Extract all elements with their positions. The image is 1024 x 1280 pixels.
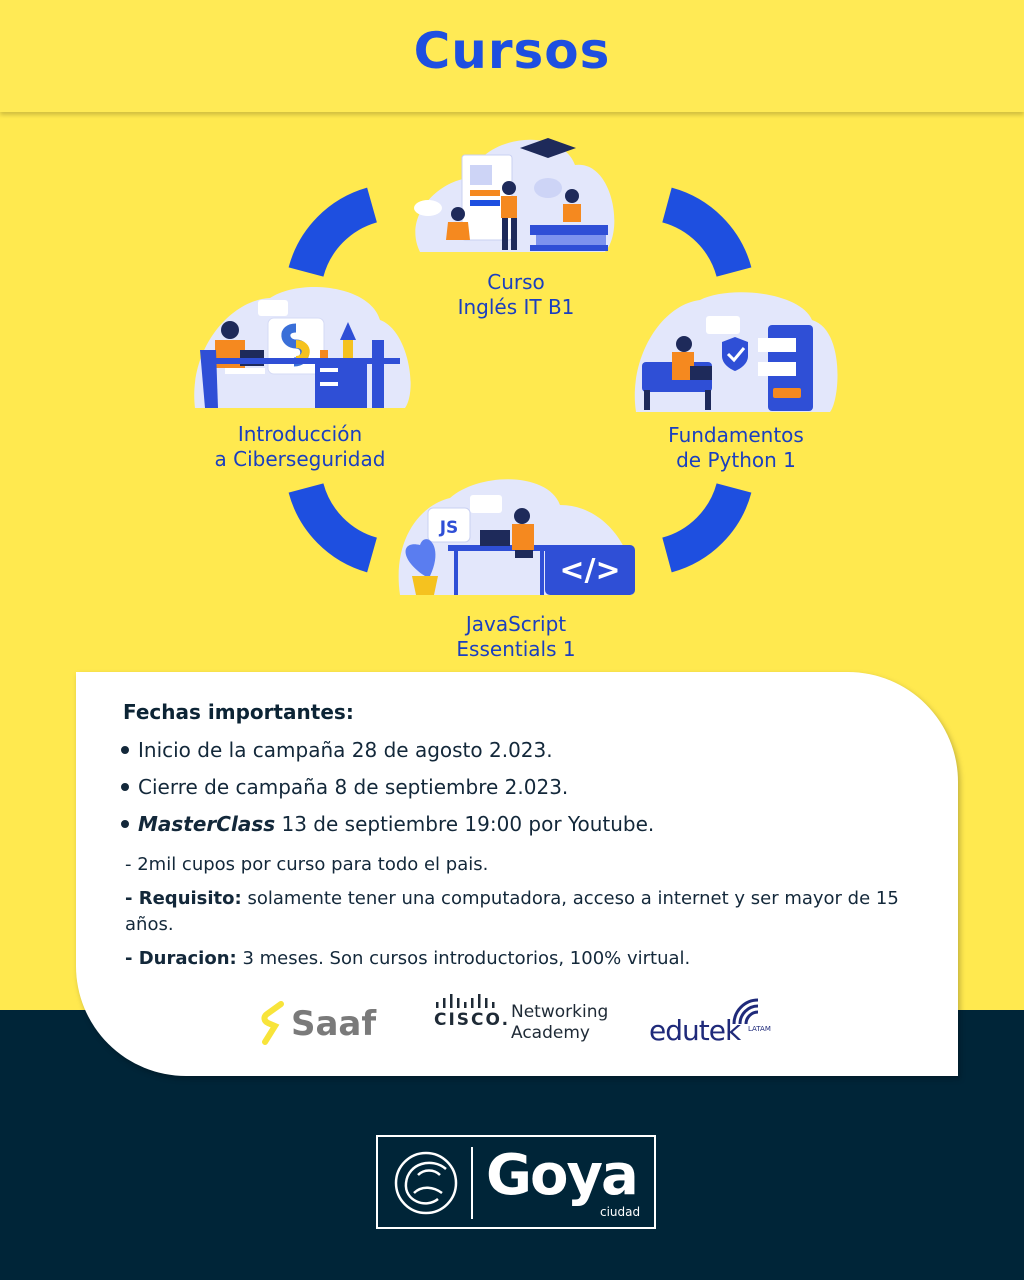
bullet-dot (121, 746, 129, 754)
note-duration: - Duracion: 3 meses. Son cursos introductorios, 100% virtual. (125, 948, 691, 969)
cisco-bars-icon (434, 994, 504, 1010)
bullet-dot (121, 820, 129, 828)
note-requirement: - Requisito: solamente tener una computadora, acceso a internet y ser mayor de 15 años. (125, 888, 899, 935)
arc-top-right (667, 205, 734, 272)
course-label-python: Fundamentos de Python 1 (668, 423, 804, 472)
code-tag-glyph: </> (559, 553, 621, 588)
arc-top-left (306, 205, 372, 272)
goya-logo-text: Goya (486, 1143, 637, 1208)
dates-heading: Fechas importantes: (123, 700, 354, 724)
header-band (0, 0, 1024, 112)
cisco-logo-text: CISCO. (434, 1010, 511, 1030)
course-label-english: Curso Inglés IT B1 (457, 270, 575, 319)
edutek-logo-text: edutek (649, 1014, 741, 1047)
goya-logo (376, 1135, 656, 1229)
english-course-illustration (414, 138, 614, 252)
goya-emblem-icon (392, 1149, 460, 1217)
course-label-javascript: JavaScript Essentials 1 (456, 612, 576, 661)
bullet-dot (121, 783, 129, 791)
saaf-logo-text: Saaf (291, 1004, 377, 1044)
edutek-latam-text: LATAM (748, 1025, 771, 1033)
course-label-cybersecurity: Introducción a Ciberseguridad (214, 422, 386, 471)
dates-list (121, 736, 654, 847)
courses-diagram (0, 112, 1024, 672)
date-item-close: Cierre de campaña 8 de septiembre 2.023. (121, 773, 654, 810)
js-badge: JS (439, 518, 459, 538)
notes-block (125, 852, 925, 980)
python-illustration (635, 292, 838, 412)
info-card (76, 672, 958, 1076)
goya-divider (471, 1147, 473, 1219)
page-title: Cursos (413, 22, 611, 80)
date-item-masterclass: MasterClass 13 de septiembre 19:00 por Youtube. (121, 810, 654, 847)
saaf-s-icon (261, 1000, 287, 1046)
arc-bottom-left (306, 488, 372, 555)
goya-logo-subtext: ciudad (600, 1205, 641, 1219)
partner-logos (76, 990, 958, 1060)
arc-bottom-right (667, 488, 734, 555)
diagram-graphics (0, 112, 1024, 672)
networking-academy-text: Networking Academy (511, 1002, 609, 1043)
date-item-start: Inicio de la campaña 28 de agosto 2.023. (121, 736, 654, 773)
note-seats: - 2mil cupos por curso para todo el pais. (125, 854, 489, 875)
cybersecurity-illustration (194, 287, 410, 408)
